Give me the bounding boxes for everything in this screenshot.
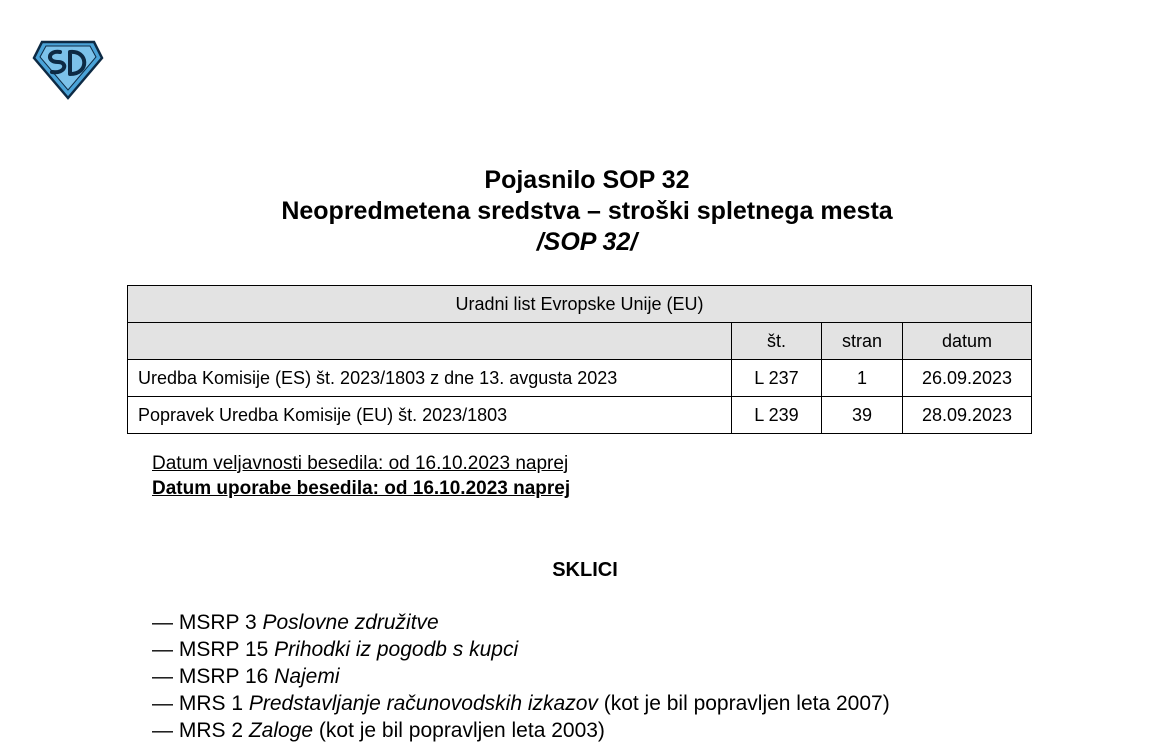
row-date: 28.09.2023 bbox=[903, 397, 1032, 434]
application-date: Datum uporabe besedila: od 16.10.2023 naprej bbox=[152, 478, 571, 499]
row-date: 26.09.2023 bbox=[903, 360, 1032, 397]
row-act: Uredba Komisije (ES) št. 2023/1803 z dne 13. avgusta 2023 bbox=[128, 360, 732, 397]
row-number: L 239 bbox=[732, 397, 822, 434]
sd-logo bbox=[30, 38, 106, 100]
references-heading: SKLICI bbox=[552, 559, 618, 581]
row-act: Popravek Uredba Komisije (EU) št. 2023/1803 bbox=[128, 397, 732, 434]
row-page: 1 bbox=[822, 360, 903, 397]
table-row bbox=[128, 360, 1032, 397]
document-subtitle: Neopredmetena sredstva – stroški spletnega mesta bbox=[281, 197, 893, 225]
header-page: stran bbox=[822, 323, 903, 360]
row-page: 39 bbox=[822, 397, 903, 434]
references-list bbox=[152, 609, 890, 744]
table-caption: Uradni list Evropske Unije (EU) bbox=[128, 286, 1032, 323]
list-item: — MRS 1 Predstavljanje računovodskih izkazov (kot je bil popravljen leta 2007) bbox=[152, 692, 890, 715]
list-item: — MSRP 3 Poslovne združitve bbox=[152, 611, 439, 634]
row-number: L 237 bbox=[732, 360, 822, 397]
table-row bbox=[128, 397, 1032, 434]
document-title: Pojasnilo SOP 32 bbox=[484, 166, 690, 194]
official-journal-table bbox=[127, 285, 1032, 434]
list-item: — MSRP 15 Prihodki iz pogodb s kupci bbox=[152, 638, 519, 661]
header-number: št. bbox=[732, 323, 822, 360]
header-date: datum bbox=[903, 323, 1032, 360]
validity-date: Datum veljavnosti besedila: od 16.10.2023 naprej bbox=[152, 453, 569, 474]
list-item: — MRS 2 Zaloge (kot je bil popravljen leta 2003) bbox=[152, 719, 605, 742]
document-code: /SOP 32/ bbox=[536, 228, 638, 256]
header-act bbox=[128, 323, 732, 360]
list-item: — MSRP 16 Najemi bbox=[152, 665, 340, 688]
